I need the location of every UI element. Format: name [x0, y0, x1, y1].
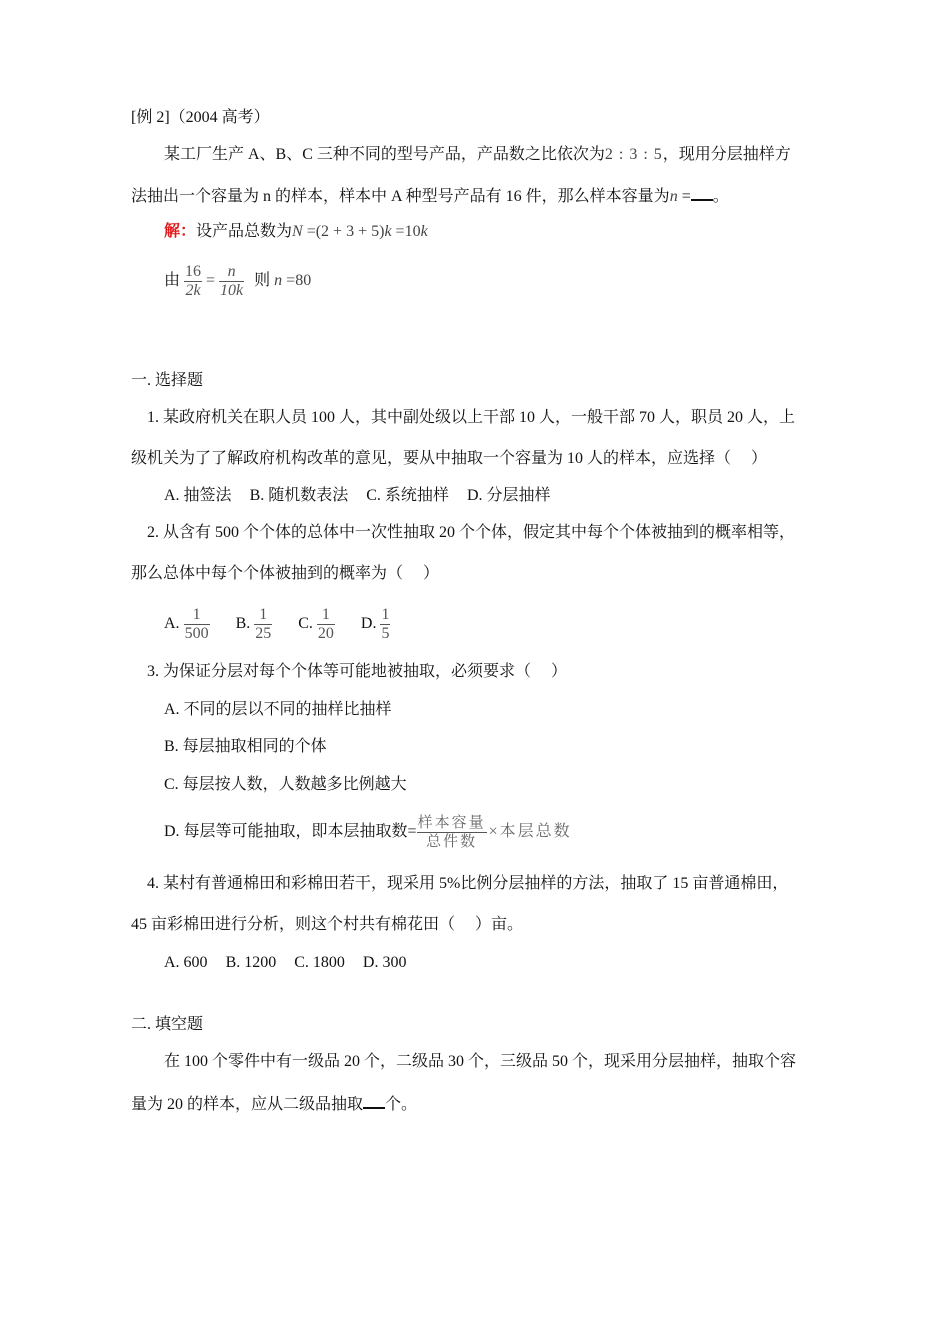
- solution-line: [164, 222, 428, 242]
- q1-options: [164, 486, 551, 506]
- problem-text-b: ，现用分层抽样方: [662, 146, 791, 163]
- q4-option-d: D. 300: [362, 954, 407, 971]
- solution-step: [164, 261, 311, 301]
- q2-option-c-label: C.: [298, 615, 313, 632]
- result-value: =80: [282, 272, 312, 289]
- q4-option-b: B. 1200: [225, 954, 277, 971]
- answer-blank: [363, 1093, 385, 1109]
- q2-line1: 2. 从含有 500 个个体的总体中一次性抽取 20 个个体，假定其中每个个体被抽到的概率相等，: [147, 524, 796, 541]
- step-prefix: 由: [164, 272, 181, 289]
- fill-question-line1: 在 100 个零件中有一级品 20 个，二级品 30 个，三级品 50 个，现采用分层抽样，抽取个容: [164, 1053, 797, 1070]
- q4-line2: 45 亩彩棉田进行分析，则这个村共有棉花田（ ）亩。: [131, 916, 524, 933]
- q1-line1: 1. 某政府机关在职人员 100 人，其中副处级以上干部 10 人，一般干部 70 人，职员 20 人，上: [147, 409, 796, 426]
- frac-den: 20: [317, 624, 334, 642]
- q2-option-c-fraction: [317, 606, 335, 643]
- ratio-value: 2 : 3 : 5: [604, 146, 663, 163]
- solution-text: 设产品总数为: [196, 223, 293, 240]
- formula-k: k: [384, 223, 392, 240]
- example-problem-line1: [164, 145, 791, 165]
- example-heading: [例 2]（2004 高考）: [131, 109, 270, 126]
- fraction-16-over-2k: [184, 263, 202, 300]
- frac1-den: 2k: [185, 281, 201, 299]
- q2-option-d-label: D.: [360, 615, 377, 632]
- q3-line1: 3. 为保证分层对每个个体等可能地被抽取，必须要求（ ）: [147, 663, 568, 680]
- q2-option-b-label: B.: [235, 615, 251, 632]
- formula-N: N: [292, 223, 303, 240]
- q1-option-c: C. 系统抽样: [366, 487, 449, 504]
- q2-option-a-fraction: [184, 606, 210, 643]
- var-n: n: [669, 188, 678, 205]
- q3-option-d-fraction: [417, 814, 487, 851]
- result-n: n: [274, 272, 283, 289]
- formula-rest: =(2 + 3 + 5): [302, 223, 385, 240]
- q3-option-d-suffix: 本层总数: [499, 823, 572, 840]
- q4-option-c: C. 1800: [294, 954, 345, 971]
- answer-blank: [691, 185, 713, 201]
- frac-den: 25: [255, 624, 272, 642]
- q1-option-b: B. 随机数表法: [249, 487, 349, 504]
- q2-line2: 那么总体中每个个体被抽到的概率为（ ）: [131, 565, 440, 582]
- section2-title: 二. 填空题: [131, 1016, 204, 1033]
- eq-sign: =: [677, 188, 691, 205]
- section1-title: 一. 选择题: [131, 372, 204, 389]
- q2-options: [164, 604, 390, 644]
- q2-option-d-fraction: [380, 606, 390, 643]
- frac-den: 5: [381, 624, 390, 642]
- formula-k2: k: [420, 223, 428, 240]
- q2-option-b-fraction: [254, 606, 272, 643]
- fill-question-end: 个。: [385, 1096, 418, 1113]
- frac-num: 1: [317, 606, 335, 625]
- fill-question-line2: [131, 1093, 417, 1115]
- fraction-n-over-10k: [219, 263, 244, 300]
- q3-option-b: B. 每层抽取相同的个体: [164, 738, 327, 755]
- times-sign: ×: [488, 823, 498, 840]
- frac-eq: =: [206, 272, 216, 289]
- example-problem-line2: [131, 185, 729, 207]
- q2-option-a-label: A.: [164, 615, 180, 632]
- fill-question-text: 量为 20 的样本，应从二级品抽取: [131, 1096, 364, 1113]
- q4-option-a: A. 600: [164, 954, 208, 971]
- frac-num: 样本容量: [417, 814, 486, 831]
- frac-den: 总件数: [426, 833, 478, 850]
- frac1-num: 16: [185, 262, 202, 280]
- step-then: 则: [254, 272, 271, 289]
- q3-option-c: C. 每层按人数，人数越多比例越大: [164, 776, 407, 793]
- q1-option-d: D. 分层抽样: [466, 487, 551, 504]
- q4-line1: 4. 某村有普通棉田和彩棉田若干，现采用 5%比例分层抽样的方法，抽取了 15 亩普通棉田，: [147, 875, 789, 892]
- q3-option-d-text: D. 每层等可能抽取，即本层抽取数=: [164, 823, 417, 840]
- frac2-num: n: [219, 263, 244, 282]
- solution-label: 解：: [164, 223, 197, 240]
- frac-num: 1: [184, 606, 210, 625]
- q1-option-a: A. 抽签法: [164, 487, 232, 504]
- q1-line2: 级机关为了了解政府机构改革的意见，要从中抽取一个容量为 10 人的样本，应选择（ ）: [131, 450, 768, 467]
- q3-option-a: A. 不同的层以不同的抽样比抽样: [164, 701, 392, 718]
- frac-den: 500: [184, 624, 209, 642]
- problem-text-c: 法抽出一个容量为 n 的样本，样本中 A 种型号产品有 16 件，那么样本容量为: [131, 188, 670, 205]
- q3-option-d: [164, 812, 572, 852]
- frac-num: 1: [381, 605, 390, 623]
- formula-eq: =10: [391, 223, 421, 240]
- period: 。: [712, 188, 729, 205]
- q4-options: [164, 953, 406, 973]
- problem-text-a: 某工厂生产 A、B、C 三种不同的型号产品，产品数之比依次为: [164, 146, 605, 163]
- frac-num: 1: [254, 606, 272, 625]
- frac2-den: 10k: [220, 281, 244, 299]
